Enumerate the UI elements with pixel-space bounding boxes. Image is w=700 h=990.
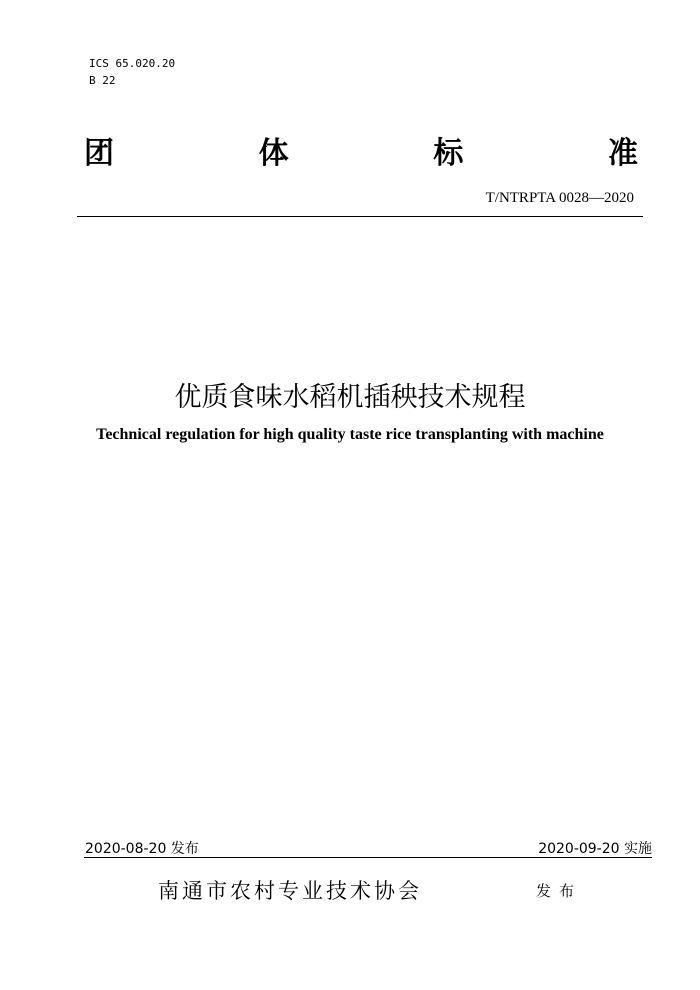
standard-type-heading xyxy=(84,134,638,174)
document-title-english: Technical regulation for high quality taste rice transplanting with machine xyxy=(96,426,604,443)
ccs-code: B 22 xyxy=(89,74,116,87)
publisher-name: 南通市农村专业技术协会 xyxy=(158,879,422,903)
bottom-divider xyxy=(84,857,652,858)
standard-type-char: 准 xyxy=(607,136,638,171)
standard-number: T/NTRPTA 0028—2020 xyxy=(485,190,634,206)
top-divider xyxy=(77,216,643,217)
implementation-date: 2020-09-20 实施 xyxy=(538,841,652,857)
standard-type-char: 团 xyxy=(84,136,114,171)
document-title-chinese: 优质食味水稻机插秧技术规程 xyxy=(174,382,526,413)
publish-label: 发布 xyxy=(536,882,583,900)
ics-code: ICS 65.020.20 xyxy=(89,57,176,70)
standard-type-char: 标 xyxy=(433,136,464,171)
classification-codes xyxy=(89,55,175,89)
standard-type-char: 体 xyxy=(258,136,289,171)
issue-date: 2020-08-20 发布 xyxy=(85,841,199,857)
